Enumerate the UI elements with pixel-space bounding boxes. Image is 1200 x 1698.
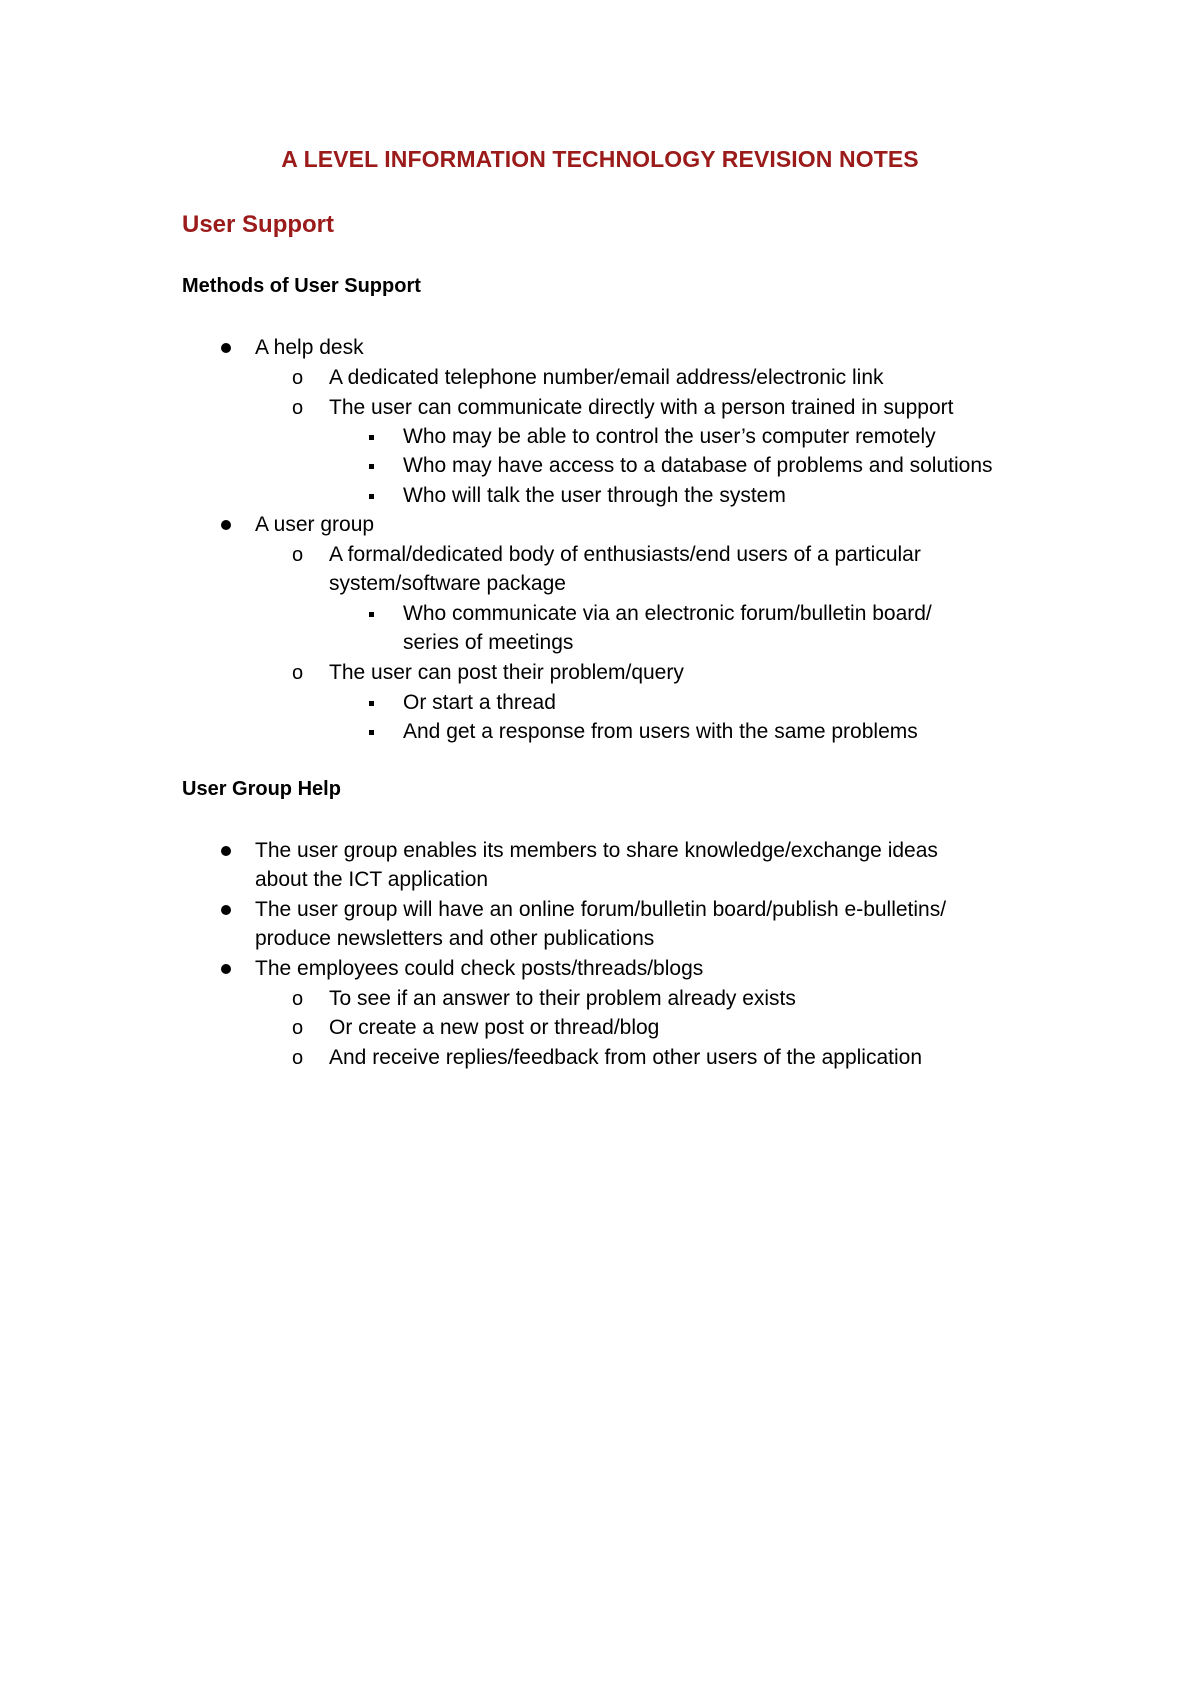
bullet-circle-icon: o: [292, 1017, 304, 1039]
list-item-continuation: series of meetings: [403, 631, 574, 654]
bullet-circle-icon: o: [292, 662, 304, 684]
section-heading: User Support: [182, 211, 335, 238]
bullet-square-icon: [369, 701, 374, 706]
bullet-square-icon: [369, 494, 374, 499]
list-item: Who communicate via an electronic forum/bulletin board/: [403, 602, 932, 625]
list-item: The user group will have an online forum/bulletin board/publish e-bulletins/: [255, 898, 947, 921]
list-item: Who may have access to a database of problems and solutions: [403, 454, 993, 477]
bullet-circle-icon: o: [292, 367, 304, 389]
list-item: The user can communicate directly with a person trained in support: [329, 396, 954, 419]
list-item: A help desk: [255, 336, 364, 359]
bullet-disc-icon: [221, 964, 231, 974]
list-item: The employees could check posts/threads/blogs: [255, 957, 704, 980]
document-title: A LEVEL INFORMATION TECHNOLOGY REVISION NOTES: [281, 146, 919, 172]
list-item: To see if an answer to their problem already exists: [329, 987, 796, 1010]
bullet-square-icon: [369, 464, 374, 469]
list-item: Who will talk the user through the system: [403, 484, 786, 507]
list-item: A user group: [255, 513, 375, 536]
bullet-disc-icon: [221, 905, 231, 915]
bullet-circle-icon: o: [292, 544, 304, 566]
list-item: Or start a thread: [403, 691, 556, 714]
list-item: And receive replies/feedback from other users of the application: [329, 1046, 922, 1069]
bullet-square-icon: [369, 730, 374, 735]
list-item-continuation: produce newsletters and other publications: [255, 927, 655, 950]
list-item: A dedicated telephone number/email address/electronic link: [329, 366, 884, 389]
list-item: The user group enables its members to share knowledge/exchange ideas: [255, 839, 938, 862]
list-item-continuation: system/software package: [329, 572, 566, 595]
group-help-heading: User Group Help: [182, 778, 341, 800]
bullet-circle-icon: o: [292, 397, 304, 419]
methods-heading: Methods of User Support: [182, 275, 421, 297]
bullet-square-icon: [369, 612, 374, 617]
bullet-disc-icon: [221, 343, 231, 353]
bullet-circle-icon: o: [292, 988, 304, 1010]
list-item: Or create a new post or thread/blog: [329, 1016, 660, 1039]
bullet-circle-icon: o: [292, 1047, 304, 1069]
list-item: And get a response from users with the same problems: [403, 720, 918, 743]
list-item: A formal/dedicated body of enthusiasts/end users of a particular: [329, 543, 921, 566]
list-item: Who may be able to control the user’s computer remotely: [403, 425, 936, 448]
bullet-disc-icon: [221, 520, 231, 530]
bullet-disc-icon: [221, 846, 231, 856]
list-item-continuation: about the ICT application: [255, 868, 489, 891]
bullet-square-icon: [369, 435, 374, 440]
list-item: The user can post their problem/query: [329, 661, 684, 684]
